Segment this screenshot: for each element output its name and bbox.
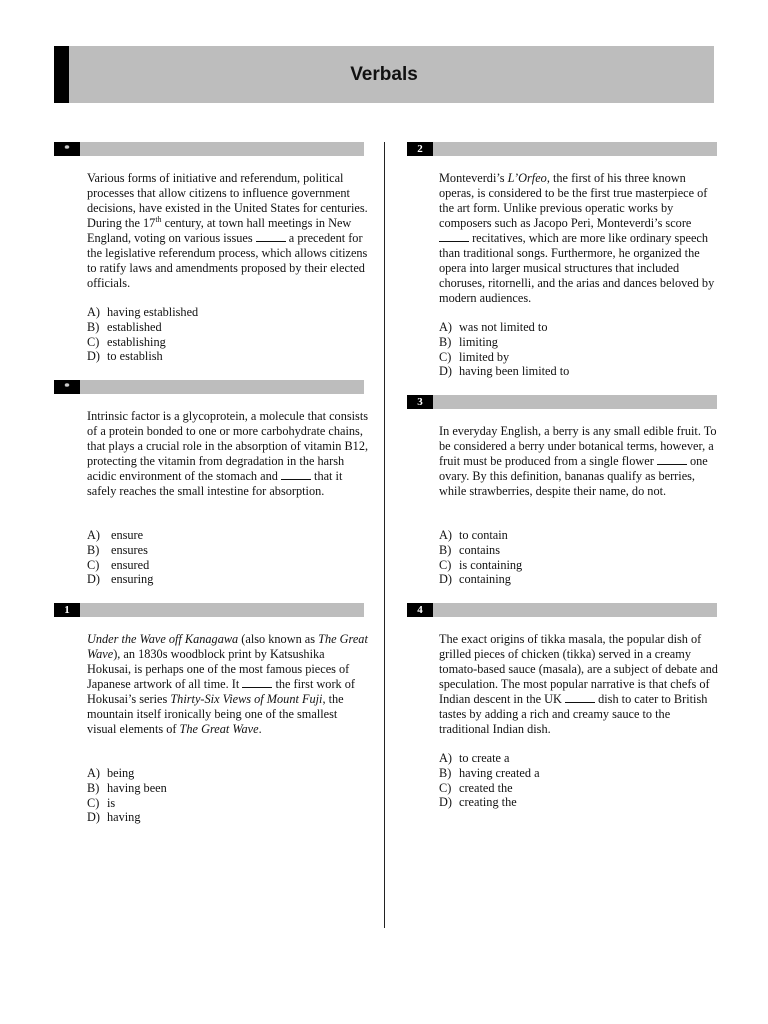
choice-b[interactable]: B) having been [87, 780, 167, 795]
question-header [407, 395, 717, 409]
title-accent-tab [54, 46, 69, 103]
superscript: th [155, 214, 162, 224]
passage-text: recitatives, which are more like ordinary speech than traditional songs. Furthermore, he organized the opera into larger musical structures that included choruses, ritornelli, and the arias and dances beloved by modern audiences. [439, 231, 715, 305]
choice-a[interactable]: A) being [87, 766, 135, 780]
choice-a[interactable]: A) to create a [439, 751, 510, 765]
question-passage [87, 632, 369, 737]
passage-text: In everyday English, a berry is any small edible fruit. To be considered a berry under botanical terms, however, a fruit must be produced from a single flower [439, 424, 717, 468]
question-header [54, 380, 364, 394]
question-header [407, 142, 717, 156]
passage-text: that it safely reaches the small intestine for absorption. [87, 469, 343, 498]
answer-blank [439, 231, 469, 242]
choice-a[interactable]: A) to contain [439, 528, 508, 542]
answer-blank [657, 454, 687, 465]
choice-c[interactable]: C) ensured [87, 557, 150, 572]
question-passage [439, 171, 721, 306]
choice-d[interactable]: D) containing [439, 572, 511, 587]
question-number: 2 [407, 142, 433, 156]
choice-b[interactable]: B) having created a [439, 765, 540, 780]
choice-d[interactable]: D) ensuring [87, 572, 154, 587]
choice-c[interactable]: C) is containing [439, 557, 523, 572]
question-passage [439, 632, 721, 737]
passage-text: century, at town hall meetings in New England, voting on various issues [87, 216, 352, 245]
italic-title: The Great Wave [179, 722, 259, 736]
choice-d[interactable]: D) having [87, 810, 141, 825]
choice-d[interactable]: D) to establish [87, 349, 163, 364]
question-number: * [54, 142, 80, 156]
passage-text: Intrinsic factor is a glycoprotein, a molecule that consists of a protein bonded to one or more carbohydrate chains, that plays a crucial role in the absorption of vitamin B12, protecting the vitamin from degradation in the harsh acidic environment of the stomach and [87, 409, 369, 483]
question-passage [439, 424, 721, 499]
answer-choices [439, 320, 569, 379]
choice-b[interactable]: B) contains [439, 542, 500, 557]
passage-text: . [258, 722, 262, 736]
italic-title: Thirty-Six Views of Mount Fuji [170, 692, 323, 706]
passage-text: one ovary. By this definition, bananas qualify as berries, while strawberries, despite their name, do not. [439, 454, 708, 498]
question-number: 4 [407, 603, 433, 617]
answer-blank [565, 692, 595, 703]
choice-c[interactable]: C) is [87, 795, 116, 810]
answer-choices [87, 528, 153, 587]
italic-title: The Great Wave [87, 632, 368, 661]
choice-d[interactable]: D) having been limited to [439, 364, 570, 379]
passage-text: , the mountain itself ironically being one of the smallest visual elements of [87, 692, 344, 736]
choice-b[interactable]: B) limiting [439, 334, 498, 349]
question-number: 3 [407, 395, 433, 409]
choice-d[interactable]: D) creating the [439, 795, 517, 810]
passage-text: ), an 1830s woodblock print by Katsushika Hokusai, is perhaps one of the most famous pieces of Japanese artwork of all time. It [87, 647, 350, 691]
italic-title: L’Orfeo [507, 171, 547, 185]
passage-text: (also known as [238, 632, 319, 646]
passage-text: Various forms of initiative and referendum, political processes that allow citizens to influence government decisions, have existed in the United States for centuries. During the 17 [87, 171, 368, 230]
question-number: * [54, 380, 80, 394]
choice-b[interactable]: B) ensures [87, 542, 148, 557]
choice-a[interactable]: A) was not limited to [439, 320, 548, 334]
question-number: 1 [54, 603, 80, 617]
question-header [54, 603, 364, 617]
answer-blank [242, 677, 272, 688]
page-title: Verbals [350, 63, 418, 85]
answer-blank [256, 231, 286, 242]
choice-c[interactable]: C) limited by [439, 349, 510, 364]
choice-a[interactable]: A) ensure [87, 528, 144, 542]
passage-text: dish to cater to British tastes by adding a rich and creamy sauce to the traditional Indian dish. [439, 692, 708, 736]
passage-text: The exact origins of tikka masala, the popular dish of grilled pieces of chicken (tikka) served in a creamy tomato-based sauce (masala), are a subject of debate and speculation. The most popular narrative is that chefs of Indian descent in the UK [439, 632, 718, 706]
answer-choices [439, 751, 540, 810]
italic-title: Under the Wave off Kanagawa [87, 632, 239, 646]
question-header [407, 603, 717, 617]
passage-text: Monteverdi’s [439, 171, 508, 185]
answer-blank [281, 469, 311, 480]
answer-choices [87, 305, 198, 364]
choice-c[interactable]: C) created the [439, 780, 513, 795]
question-passage [87, 409, 369, 499]
choice-c[interactable]: C) establishing [87, 334, 166, 349]
choice-b[interactable]: B) established [87, 319, 162, 334]
passage-text: the first work of Hokusai’s series [87, 677, 356, 706]
passage-text: a precedent for the legislative referendum process, which allows citizens to ratify laws and amendments proposed by their elected officials. [87, 231, 368, 290]
passage-text: , the first of his three known operas, is considered to be the first true masterpiece of the art form. Unlike previous operatic works by composers such as Jacopo Peri, Monteverdi’s score [439, 171, 708, 230]
question-header [54, 142, 364, 156]
page-title-bar [54, 46, 714, 103]
answer-choices [87, 766, 167, 825]
column-divider [384, 142, 385, 928]
choice-a[interactable]: A) having established [87, 305, 199, 319]
answer-choices [439, 528, 522, 587]
question-passage [87, 171, 369, 291]
